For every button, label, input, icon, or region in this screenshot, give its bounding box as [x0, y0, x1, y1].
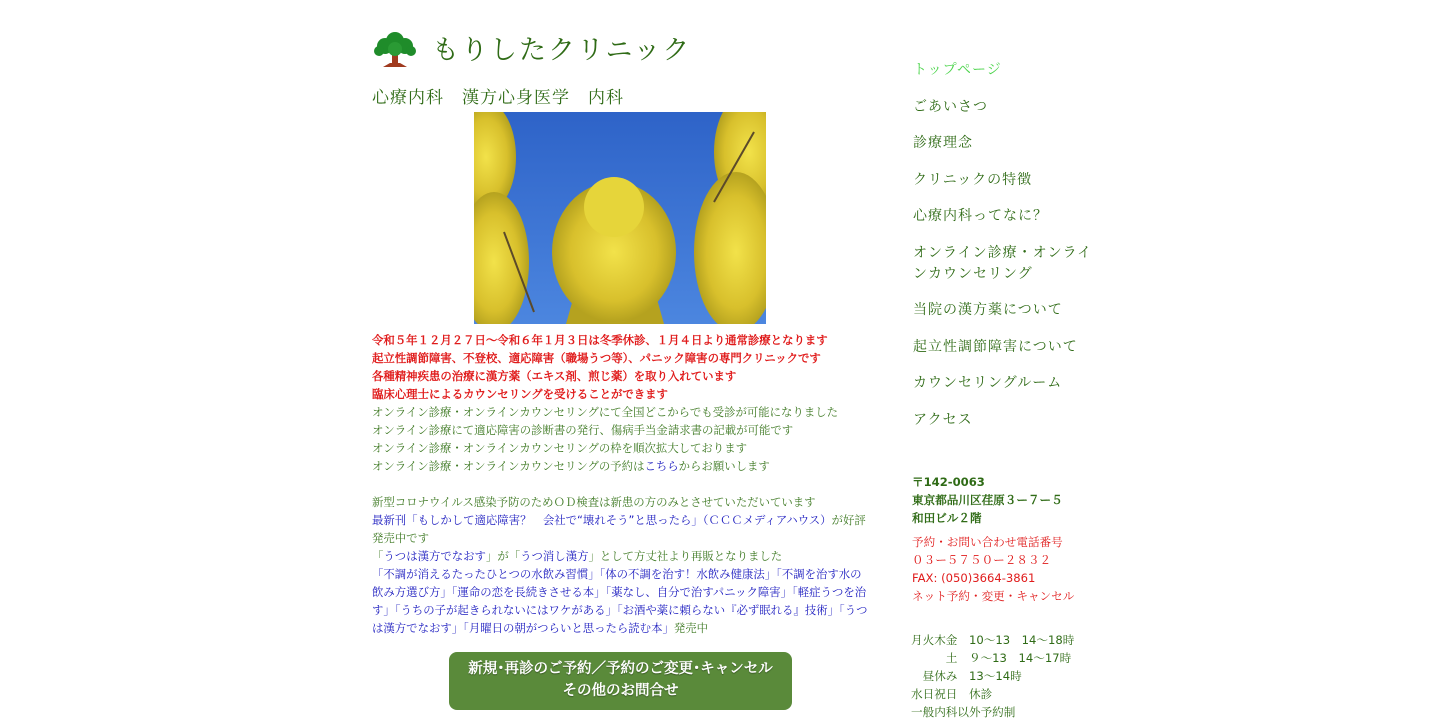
site-subtitle: 心療内科 漢方心身医学 内科 — [372, 88, 624, 108]
cta-line-2: その他のお問合せ — [562, 683, 679, 699]
cta-line-1: 新規･再診のご予約／予約のご変更･キャンセル — [468, 661, 773, 677]
reprint-tail: 」として方丈社より再販となりました — [588, 549, 783, 563]
new-book-link[interactable]: 最新刊「もしかして適応障害？ 会社で“壊れそう”と思ったら」（ＣＣＣメディアハウス） — [372, 513, 832, 527]
fax-number: FAX: (050)3664-3861 — [912, 571, 1036, 585]
reprint-title-1[interactable]: うつは漢方でなおす — [383, 549, 486, 563]
tree-logo-icon[interactable] — [373, 30, 417, 70]
postal-code: 〒142-0063 — [912, 475, 985, 489]
nav-item-access[interactable]: アクセス — [913, 411, 973, 428]
nav-item-philosophy[interactable]: 診療理念 — [913, 135, 973, 151]
nav-item-greeting[interactable]: ごあいさつ — [913, 98, 988, 115]
quote-open: 「 — [372, 549, 384, 563]
notice-kampo: 各種精神疾患の治療に漢方薬（エキス剤、煎じ薬）を取り入れています — [372, 369, 737, 383]
notices-block — [372, 331, 872, 637]
spacer — [372, 475, 872, 493]
nav-item-orthostatic[interactable]: 起立性調節障害について — [913, 338, 1078, 355]
reprint-title-2[interactable]: うつ消し漢方 — [520, 549, 589, 563]
net-reservation-link[interactable]: ネット予約・変更・キャンセル — [912, 589, 1075, 603]
address-line-1: 東京都品川区荏原３ー７ー５ — [912, 493, 1063, 507]
nav-item-top[interactable]: トップページ — [913, 62, 1002, 78]
books-list-link[interactable]: 「不調が消えるたったひとつの水飲み習慣」「体の不調を治す！水飲み健康法」「不調を治す水の飲み方選び方」「運命の恋を長続きさせる本」「薬なし、自分で治すパニック障害」「軽症うつを治す」「うちの子が起きられないにはワケがある」「お酒や薬に頼らない『必ず眠れる』技術」「うつは漢方でなおす」「月曜日の朝がつらいと思ったら読む本」 — [372, 567, 868, 635]
books-list-suffix: 発売中 — [673, 621, 709, 635]
quote-mid: 」が「 — [485, 549, 521, 563]
hours-line: 土 ９～13 14～17時 — [911, 651, 1072, 665]
side-nav — [913, 60, 1093, 446]
contact-info — [912, 533, 1074, 605]
notice-online-3: オンライン診療・オンラインカウンセリングの枠を順次拡大しております — [372, 441, 747, 455]
notice-covid: 新型コロナウイルス感染予防のためＯＤ検査は新患の方のみとさせていただいています — [372, 495, 816, 509]
site-title[interactable]: もりしたクリニック — [432, 35, 692, 66]
notice-reservation — [372, 457, 872, 475]
reservation-prefix: オンライン診療・オンラインカウンセリングの予約は — [372, 459, 645, 473]
tel-label: 予約・お問い合わせ電話番号 — [912, 535, 1063, 549]
nav-item-features[interactable]: クリニックの特徴 — [913, 171, 1033, 188]
notice-counseling: 臨床心理士によるカウンセリングを受けることができます — [372, 387, 668, 401]
clinic-address — [912, 473, 1063, 527]
address-line-2: 和田ビル２階 — [912, 511, 982, 525]
reservation-inquiry-button[interactable] — [449, 652, 792, 710]
notice-specialty: 起立性調節障害、不登校、適応障害（職場うつ等）、パニック障害の専門クリニックです — [372, 351, 821, 365]
notice-holiday: 令和５年１２月２７日〜令和６年１月３日は冬季休診、１月４日より通常診療となります — [372, 333, 828, 347]
nav-item-psychosomatic[interactable]: 心療内科ってなに？ — [913, 208, 1048, 224]
notice-books — [372, 565, 872, 637]
reservation-suffix: からお願いします — [678, 459, 770, 473]
notice-online-2: オンライン診療にて適応障害の診断書の発行、傷病手当金請求書の記載が可能です — [372, 423, 794, 437]
nav-item-kampo[interactable]: 当院の漢方薬について — [913, 302, 1063, 318]
notice-reprint — [372, 547, 872, 565]
hours-line: 昼休み 13～14時 — [911, 669, 1022, 683]
tel-number[interactable]: ０３ー５７５０ー２８３２ — [912, 553, 1052, 567]
notice-online-1: オンライン診療・オンラインカウンセリングにて全国どこからでも受診が可能になりました — [372, 405, 838, 419]
nav-item-online[interactable]: オンライン診療・オンラインカウンセリング — [913, 244, 1093, 282]
new-book-suffix: が好評発売中です — [372, 513, 866, 545]
notice-new-book — [372, 511, 872, 547]
hours-line: 月火木金 10～13 14～18時 — [911, 633, 1075, 647]
hours-line: 一般内科以外予約制 — [911, 705, 1016, 719]
nav-item-counseling-room[interactable]: カウンセリングルーム — [913, 375, 1063, 391]
reservation-link[interactable]: こちら — [644, 459, 679, 473]
ginkgo-tree-photo — [474, 112, 766, 324]
hours-line: 水日祝日 休診 — [911, 687, 993, 701]
office-hours — [911, 631, 1074, 721]
